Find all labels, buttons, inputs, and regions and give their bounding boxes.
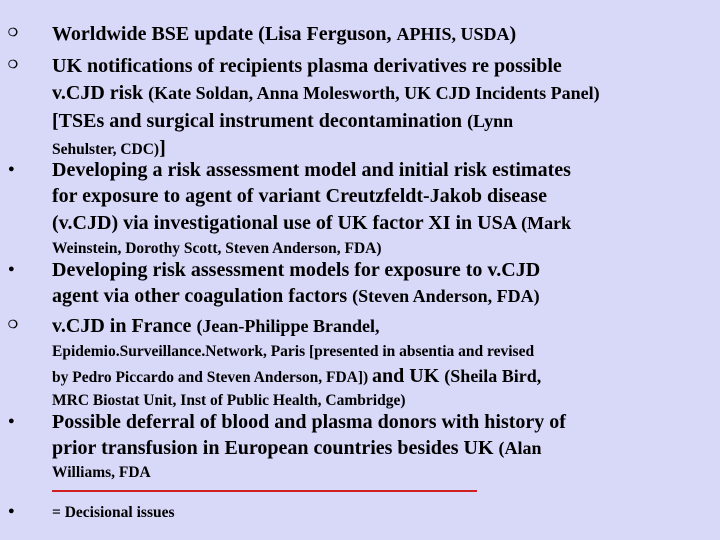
item-line: [52, 22, 712, 48]
item-line: [52, 210, 712, 238]
item-line: [52, 80, 712, 108]
item-text: Sehulster, CDC): [52, 141, 160, 158]
item-risk-model-factor-xi: [8, 158, 712, 260]
item-text: Weinstein, Dorothy Scott, Steven Anderson, FDA): [52, 240, 382, 257]
item-text: APHIS, USDA: [396, 24, 510, 44]
item-line: [52, 184, 712, 210]
item-line: [52, 410, 712, 436]
item-line: [52, 108, 712, 136]
item-text: [TSEs and surgical instrument decontamination: [52, 110, 468, 132]
item-text: and UK: [372, 365, 445, 387]
item-line: [52, 462, 712, 484]
item-text: v.CJD in France: [52, 315, 197, 337]
hollow-bullet-icon: ❍: [8, 319, 18, 331]
item-text: by Pedro Piccardo and Steven Anderson, FDA]): [52, 369, 373, 386]
item-text: ): [509, 23, 517, 45]
item-text: MRC Biostat Unit, Inst of Public Health, Cambridge): [52, 392, 406, 409]
item-text: Developing risk assessment models for exposure to v.CJD: [52, 259, 541, 281]
item-line: [52, 258, 712, 284]
item-text: Developing a risk assessment model and initial risk estimates: [52, 159, 571, 181]
item-line: [52, 390, 712, 412]
item-bse-update: [8, 22, 712, 48]
item-text: Worldwide BSE update (Lisa Ferguson,: [52, 23, 397, 45]
item-text: (Alan: [498, 438, 542, 458]
hollow-bullet-icon: ❍: [8, 27, 18, 39]
item-text: (Kate Soldan, Anna Molesworth, UK CJD Incidents Panel): [148, 83, 600, 103]
item-text: (Mark: [521, 213, 572, 233]
item-text: (v.CJD) via investigational use of UK factor XI in USA: [52, 212, 522, 234]
item-line: [52, 284, 712, 310]
item-line: [52, 340, 712, 364]
item-text: (Jean-Philippe Brandel,: [196, 316, 380, 336]
item-text: (Sheila Bird,: [444, 366, 542, 386]
item-text: Williams, FDA: [52, 464, 151, 481]
item-text: Possible deferral of blood and plasma donors with history of: [52, 411, 566, 433]
item-line: [52, 158, 712, 184]
item-text: for exposure to agent of variant Creutzfeldt-Jakob disease: [52, 185, 547, 207]
item-text: ]: [159, 137, 166, 159]
filled-bullet-icon: ●: [8, 163, 15, 175]
hollow-bullet-icon: ❍: [8, 59, 18, 71]
red-divider-line: [52, 490, 477, 492]
item-text: (Lynn: [467, 111, 514, 131]
item-donor-deferral: [8, 410, 712, 484]
filled-bullet-icon: ●: [8, 415, 15, 427]
filled-bullet-icon: ●: [8, 263, 15, 275]
item-line: [52, 364, 712, 390]
item-legend-decisional: [8, 502, 712, 524]
item-line: [52, 54, 712, 80]
item-line: [52, 502, 712, 524]
item-text: (Steven Anderson, FDA): [352, 286, 540, 306]
item-text: agent via other coagulation factors: [52, 285, 353, 307]
item-text: prior transfusion in European countries besides UK: [52, 437, 499, 459]
item-line: [52, 314, 712, 340]
item-text: UK notifications of recipients plasma derivatives re possible: [52, 55, 562, 77]
item-uk-notifications: [8, 54, 712, 162]
item-text: v.CJD risk: [52, 82, 149, 104]
item-line: [52, 436, 712, 462]
filled-bullet-icon: ●: [8, 505, 15, 517]
item-line: [52, 238, 712, 260]
item-coagulation-factors: [8, 258, 712, 310]
item-vcjd-france: [8, 314, 712, 412]
item-text: = Decisional issues: [52, 504, 175, 521]
item-text: Epidemio.Surveillance.Network, Paris [presented in absentia and revised: [52, 343, 535, 360]
